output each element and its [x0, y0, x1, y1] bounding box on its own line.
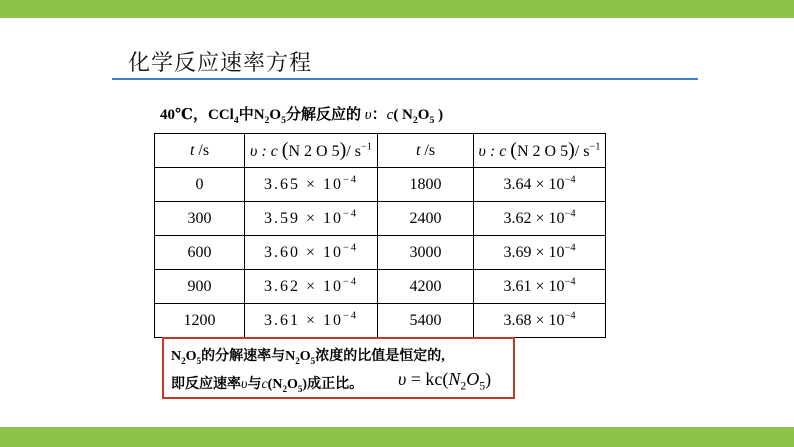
conclusion-line-1: $N_2O_5$的分解速率与$N_2O_5$浓度的比值是恒定的, — [171, 349, 445, 366]
table-row — [155, 168, 606, 202]
rate-equation: $\upsilon = kc(N_2O_5)$ — [398, 369, 492, 393]
header-time-1: t /s — [155, 134, 245, 168]
bottom-green-band — [0, 427, 794, 447]
time-cell: 5400 — [378, 304, 474, 338]
title-underline — [112, 78, 698, 80]
time-cell: 600 — [155, 236, 245, 270]
slide-title: 化学反应速率方程 — [128, 51, 313, 76]
time-cell: 3000 — [378, 236, 474, 270]
table-row — [155, 304, 606, 338]
table-header-row — [155, 134, 606, 168]
table-row — [155, 202, 606, 236]
conclusion-line-2: 即反应速率υ与$c(N_2O_5)$成正比。 — [171, 377, 364, 394]
conclusion-box — [162, 337, 515, 399]
rate-cell: $3.60 \times 10^{-4}$ — [245, 236, 378, 270]
time-cell: 1800 — [378, 168, 474, 202]
rate-cell: $3.59 \times 10^{-4}$ — [245, 202, 378, 236]
time-cell: 300 — [155, 202, 245, 236]
table-caption: 40℃，CCl$_4$中$N_2O_5$分解反应的 υ：c( $N_2O_5$ ) — [160, 107, 444, 126]
rate-cell: $3.64 \times 10^{-4}$ — [474, 168, 606, 202]
time-cell: 0 — [155, 168, 245, 202]
header-time-2: t /s — [378, 134, 474, 168]
top-green-band — [0, 0, 794, 18]
rate-cell: $3.65 \times 10^{-4}$ — [245, 168, 378, 202]
time-cell: 900 — [155, 270, 245, 304]
rate-cell: $3.62 \times 10^{-4}$ — [245, 270, 378, 304]
rate-cell: $3.61 \times 10^{-4}$ — [245, 304, 378, 338]
time-cell: 1200 — [155, 304, 245, 338]
header-rate-2: υ : c (N 2 O 5)/ $s^{-1}$ — [474, 134, 606, 168]
header-rate-1: υ : c (N 2 O 5)/ $s^{-1}$ — [245, 134, 378, 168]
time-cell: 4200 — [378, 270, 474, 304]
rate-cell: $3.62 \times 10^{-4}$ — [474, 202, 606, 236]
rate-cell: $3.68 \times 10^{-4}$ — [474, 304, 606, 338]
rate-cell: $3.69 \times 10^{-4}$ — [474, 236, 606, 270]
rate-data-table — [154, 133, 606, 338]
time-cell: 2400 — [378, 202, 474, 236]
rate-cell: $3.61 \times 10^{-4}$ — [474, 270, 606, 304]
table-row — [155, 236, 606, 270]
table-row — [155, 270, 606, 304]
